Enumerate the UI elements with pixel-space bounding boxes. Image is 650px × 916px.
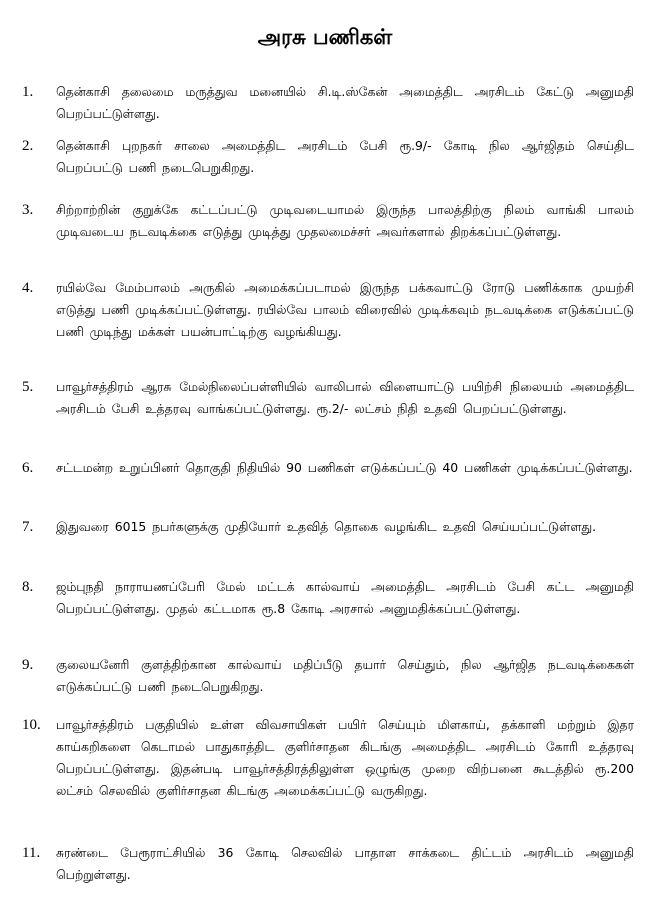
item-number: 4. bbox=[22, 280, 34, 296]
item-number: 1. bbox=[22, 84, 34, 100]
item-number: 9. bbox=[22, 657, 34, 673]
item-text: பாவூர்சத்திரம் ஆரசு மேல்நிலைப்பள்ளியில் வாலிபால் விளையாட்டு பயிற்சி நிலையம் அமைத்திட அரசிடம் பேசி உத்தரவு வாங்கப்பட்டுள்ளது. ரூ.2/- லட்சம் நிதி உதவி பெறப்பட்டுள்ளது. bbox=[56, 379, 634, 416]
item-text: சிற்றாற்றின் குறுக்கே கட்டப்பட்டு முடிவடையாமல் இருந்த பாலத்திற்கு நிலம் வாங்கி பாலம் முடிவடைய நடவடிக்கை எடுத்து முடித்து முதலமைச்சர் அவர்களால் திறக்கப்பட்டுள்ளது. bbox=[56, 202, 634, 239]
list-item bbox=[22, 135, 634, 179]
item-number: 10. bbox=[22, 717, 41, 733]
list-item bbox=[22, 81, 634, 125]
item-text: தென்காசி தலைமை மருத்துவ மனையில் சி.டி.ஸ்கேன் அமைத்திட அரசிடம் கேட்டு அனுமதி பெறப்பட்டுள்ளது. bbox=[56, 84, 634, 121]
list-item bbox=[22, 714, 634, 802]
item-text: சுரண்டை பேரூராட்சியில் 36 கோடி செலவில் பாதாள சாக்கடை திட்டம் அரசிடம் அனுமதி பெற்றுள்ளது. bbox=[56, 845, 634, 882]
item-number: 5. bbox=[22, 379, 34, 395]
list-item bbox=[22, 277, 634, 343]
item-text: இதுவரை 6015 நபர்களுக்கு முதியோர் உதவித் தொகை வழங்கிட உதவி செய்யப்பட்டுள்ளது. bbox=[56, 519, 597, 534]
item-number: 11. bbox=[22, 845, 41, 861]
list-item bbox=[22, 654, 634, 698]
list-item bbox=[22, 457, 634, 479]
page-title: அரசு பணிகள் bbox=[257, 25, 393, 49]
item-text: தென்காசி புறநகர் சாலை அமைத்திட அரசிடம் பேசி ரூ.9/- கோடி நில ஆர்ஜிதம் செய்திட பெறப்பட்டு பணி நடைபெறுகிறது. bbox=[56, 138, 634, 175]
item-number: 7. bbox=[22, 519, 34, 535]
list-item bbox=[22, 199, 634, 243]
item-number: 3. bbox=[22, 202, 34, 218]
list-item bbox=[22, 842, 634, 886]
item-number: 6. bbox=[22, 460, 34, 476]
item-text: சட்டமன்ற உறுப்பினர் தொகுதி நிதியில் 90 பணிகள் எடுக்கப்பட்டு 40 பணிகள் முடிக்கப்பட்டுள்ளது. bbox=[56, 460, 633, 475]
item-number: 8. bbox=[22, 579, 34, 595]
item-text: குலையனேரி குளத்திற்கான கால்வாய் மதிப்பீடு தயார் செய்தும், நில ஆர்ஜித நடவடிக்கைகள் எடுக்கப்பட்டு பணி நடைபெறுகிறது. bbox=[56, 657, 634, 694]
list-item bbox=[22, 376, 634, 420]
list-item bbox=[22, 516, 634, 538]
item-text: ஜம்புநதி நாராயணப்பேரி மேல் மட்டக் கால்வாய் அமைத்திட அரசிடம் பேசி கட்ட அனுமதி பெறப்பட்டுள்ளது. முதல் கட்டமாக ரூ.8 கோடி அரசால் அனுமதிக்கப்பட்டுள்ளது. bbox=[56, 579, 634, 616]
item-text: பாவூர்சத்திரம் பகுதியில் உள்ள விவசாயிகள் பயிர் செய்யும் மிளகாய், தக்காளி மற்றும் இதர காய்கறிகளை கெடாமல் பாதுகாத்திட குளிர்சாதன கிடங்கு அமைத்திட அரசிடம் கோரி உத்தரவு பெறப்பட்டுள்ளது. இதன்படி பாவூர்சத்திரத்திலுள்ள ஒழுங்கு முறை விற்பனை கூடத்தில் ரூ.200 லட்சம் செலவில் குளிர்சாதன கிடங்கு அமைக்கப்பட்டு வருகிறது. bbox=[56, 717, 634, 798]
item-number: 2. bbox=[22, 138, 34, 154]
list-item bbox=[22, 576, 634, 620]
item-text: ரயில்வே மேம்பாலம் அருகில் அமைக்கப்படாமல் இருந்த பக்கவாட்டு ரோடு பணிக்காக முயற்சி எடுத்து பணி முடிக்கப்பட்டுள்ளது. ரயில்வே பாலம் விரைவில் முடிக்கவும் நடவடிக்கை எடுக்கப்பட்டு பணி முடிந்து மக்கள் பயன்பாட்டிற்கு வழங்கியது. bbox=[56, 280, 634, 339]
